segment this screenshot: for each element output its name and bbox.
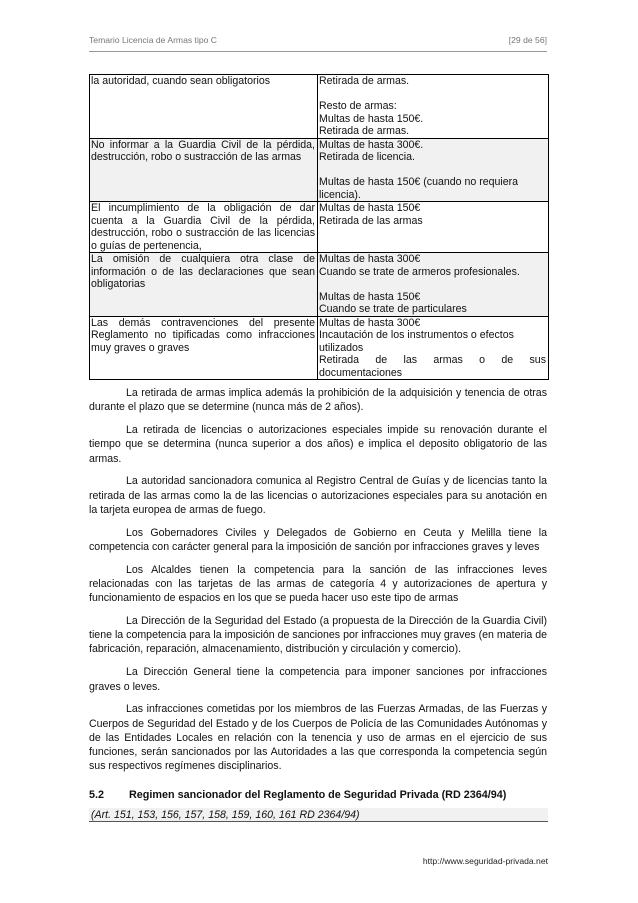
footer-link[interactable]: http://www.seguridad-privada.net — [422, 856, 548, 866]
paragraph: La autoridad sancionadora comunica al Registro Central de Guías y de licencias tanto la retirada de las armas como la de las licencias o autorizaciones especiales para su anotación en la tarjeta europea de armas de fuego. — [89, 475, 547, 516]
sanction-line: Multas de hasta 150€ (cuando no requiera licencia). — [319, 176, 519, 201]
sanction-line: Multas de hasta 150€. — [319, 112, 424, 125]
page-header — [89, 35, 547, 47]
sanction-line: Multas de hasta 300€ — [319, 316, 421, 329]
sanction-line: Resto de armas: — [319, 100, 397, 112]
section-number: 5.2 — [89, 789, 105, 801]
infraction-cell: la autoridad, cuando sean obligatorios — [90, 75, 318, 139]
sanction-line: documentaciones — [319, 366, 403, 379]
paragraph: La retirada de licencias o autorizaciones especiales impide su renovación durante el tiempo que se determina (nunca superior a dos años) e implica el deposito obligatorio de las armas. — [89, 424, 547, 465]
page-number: [29 de 56] — [508, 35, 547, 45]
sanction-line: Cuando se trate de armeros profesionales. — [319, 265, 520, 278]
sanction-cell — [318, 253, 549, 317]
paragraph: Los Alcaldes tienen la competencia para la sanción de las infracciones leves relacionadas con las tarjetas de las armas de categoría 4 y autorizaciones de apertura y funcionamiento de espacios en los que se pueda hacer uso este tipo de armas — [89, 563, 547, 605]
sanction-line: Cuando se trate de particulares — [319, 303, 467, 315]
sanction-cell — [318, 202, 549, 253]
sanction-line: Incautación de los instrumentos o efectos utilizados — [319, 329, 514, 354]
sanction-line: Multas de hasta 150€ — [319, 290, 421, 303]
header-divider — [89, 51, 547, 52]
table-row — [90, 202, 549, 253]
infraction-cell: El incumplimiento de la obligación de dar cuenta a la Guardia Civil de la pérdida, destrucción, robo o sustracción de las licencias o guías de pertenencia, — [90, 202, 318, 253]
table-row — [90, 138, 549, 202]
sanctions-table — [89, 74, 549, 380]
sanction-line: Retirada de armas. — [319, 75, 410, 87]
sanction-cell — [318, 75, 549, 139]
sanction-line: Retirada de licencia. — [319, 151, 415, 163]
sanction-cell — [318, 316, 549, 380]
section-title: Regimen sancionador del Reglamento de Seguridad Privada (RD 2364/94) — [129, 789, 507, 801]
legal-reference: (Art. 151, 153, 156, 157, 158, 159, 160, 161 RD 2364/94) — [89, 808, 548, 822]
infraction-cell: No informar a la Guardia Civil de la pérdida, destrucción, robo o sustracción de las armas — [90, 138, 318, 202]
table-row — [90, 316, 549, 380]
paragraph: La retirada de armas implica además la prohibición de la adquisición y tenencia de otras durante el plazo que se determine (nunca más de 2 años). — [89, 387, 547, 414]
paragraph: Las infracciones cometidas por los miembros de las Fuerzas Armadas, de las Fuerzas y Cuerpos de Seguridad del Estado y de los Cuerpos de Policía de las Comunidades Autónomas y de las Entidades Locales en relación con la tenencia y uso de armas en el ejercicio de sus funciones, serán sancionados por las Autoridades a las que corresponda la competencia según sus respectivos regímenes disciplinarios. — [89, 703, 547, 773]
table-row — [90, 253, 549, 317]
document-title: Temario Licencia de Armas tipo C — [89, 35, 218, 45]
paragraph: La Dirección General tiene la competencia para imponer sanciones por infracciones graves o leves. — [89, 666, 547, 693]
infraction-cell: Las demás contravenciones del presente Reglamento no tipificadas como infracciones muy graves o graves — [90, 316, 318, 380]
table-row — [90, 75, 549, 139]
paragraph: La Dirección de la Seguridad del Estado (a propuesta de la Dirección de la Guardia Civil) tiene la competencia para la imposición de sanciones por infracciones muy graves (en materia de fabricación, reparación, almacenamiento, distribución y circulación y comercio). — [89, 615, 547, 656]
sanction-line: Retirada de armas. — [319, 125, 410, 137]
sanction-line: Multas de hasta 300€ — [319, 253, 421, 265]
sanction-line: Multas de hasta 300€. — [319, 138, 424, 151]
paragraph: Los Gobernadores Civiles y Delegados de Gobierno en Ceuta y Melilla tiene la competencia con carácter general para la imposición de sanción por infracciones graves y leves — [89, 526, 547, 553]
infraction-cell: La omisión de cualquiera otra clase de información o de las declaraciones que sean obligatorias — [90, 253, 318, 317]
body-text — [89, 386, 547, 782]
sanction-line: Retirada de las armas o de sus — [319, 354, 546, 366]
sanction-line: Retirada de las armas — [319, 214, 423, 227]
sanction-cell — [318, 138, 549, 202]
sanction-line: Multas de hasta 150€ — [319, 202, 421, 214]
